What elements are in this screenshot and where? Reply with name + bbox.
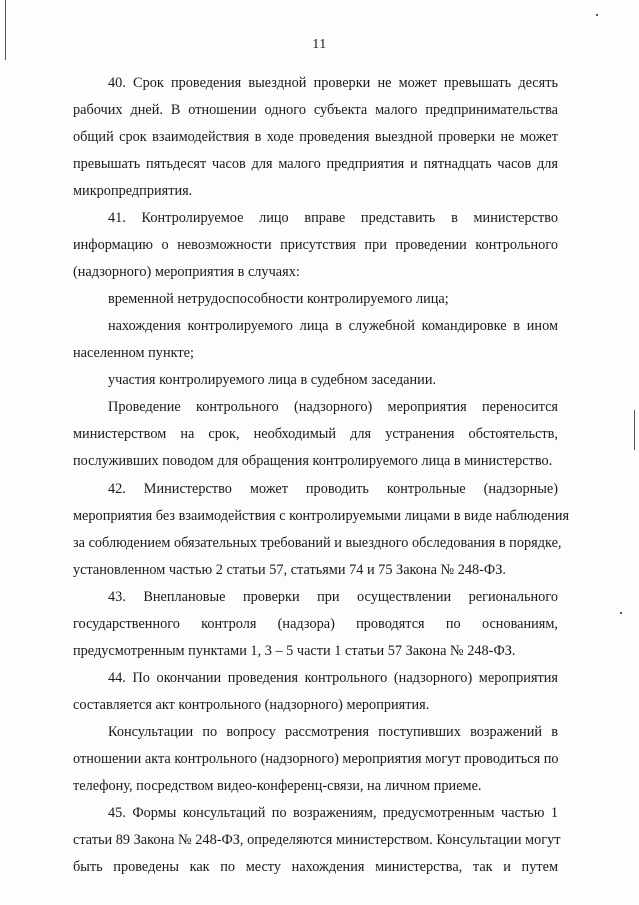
text-line: государственного контроля (надзора) проводятся по основаниям, — [73, 616, 558, 632]
text-line: составляется акт контрольного (надзорного) мероприятия. — [73, 697, 430, 713]
text-line: 42. Министерство может проводить контрольные (надзорные) — [108, 481, 558, 497]
text-line: Консультации по вопросу рассмотрения поступивших возражений в — [108, 724, 558, 740]
text-line: микропредприятия. — [73, 183, 193, 199]
text-line: послуживших поводом для обращения контролируемого лица в министерство. — [73, 453, 553, 469]
text-line: населенном пункте; — [73, 345, 194, 361]
text-line: информацию о невозможности присутствия при проведении контрольного — [73, 237, 558, 253]
text-line: (надзорного) мероприятия в случаях: — [73, 264, 300, 280]
text-line: министерством на срок, необходимый для устранения обстоятельств, — [73, 426, 558, 442]
text-line: предусмотренным пунктами 1, 3 – 5 части 1 статьи 57 Закона № 248-ФЗ. — [73, 643, 516, 659]
text-line: общий срок взаимодействия в ходе проведения выездной проверки не может — [73, 129, 558, 145]
text-line: за соблюдением обязательных требований и выездного обследования в порядке, — [73, 535, 562, 551]
scan-speck — [596, 14, 598, 16]
text-line: 41. Контролируемое лицо вправе представить в министерство — [108, 210, 558, 226]
scan-edge-mark — [634, 410, 635, 450]
text-line: 44. По окончании проведения контрольного (надзорного) мероприятия — [108, 670, 558, 686]
text-line: рабочих дней. В отношении одного субъекта малого предпринимательства — [73, 102, 558, 118]
text-line: Проведение контрольного (надзорного) мероприятия переносится — [108, 399, 558, 415]
text-line: участия контролируемого лица в судебном заседании. — [108, 372, 437, 388]
scan-speck — [620, 612, 622, 614]
text-line: нахождения контролируемого лица в служебной командировке в ином — [108, 318, 558, 334]
page-number: 11 — [312, 37, 327, 52]
text-line: статьи 89 Закона № 248-ФЗ, определяются министерством. Консультации могут — [73, 832, 561, 848]
text-line: временной нетрудоспособности контролируемого лица; — [108, 291, 449, 307]
text-line: превышать пятьдесят часов для малого предприятия и пятнадцать часов для — [73, 156, 558, 172]
text-line: 45. Формы консультаций по возражениям, предусмотренным частью 1 — [108, 805, 558, 821]
text-line: быть проведены как по месту нахождения министерства, так и путем — [73, 859, 558, 875]
scan-edge-mark — [5, 0, 6, 60]
text-line: установленном частью 2 статьи 57, статьями 74 и 75 Закона № 248-ФЗ. — [73, 562, 506, 578]
text-line: телефону, посредством видео-конференц-связи, на личном приеме. — [73, 778, 482, 794]
text-line: 40. Срок проведения выездной проверки не может превышать десять — [108, 75, 558, 91]
text-line: отношении акта контрольного (надзорного) мероприятия могут проводиться по — [73, 751, 559, 767]
text-line: мероприятия без взаимодействия с контролируемыми лицами в виде наблюдения — [73, 508, 570, 524]
text-line: 43. Внеплановые проверки при осуществлении регионального — [108, 589, 558, 605]
